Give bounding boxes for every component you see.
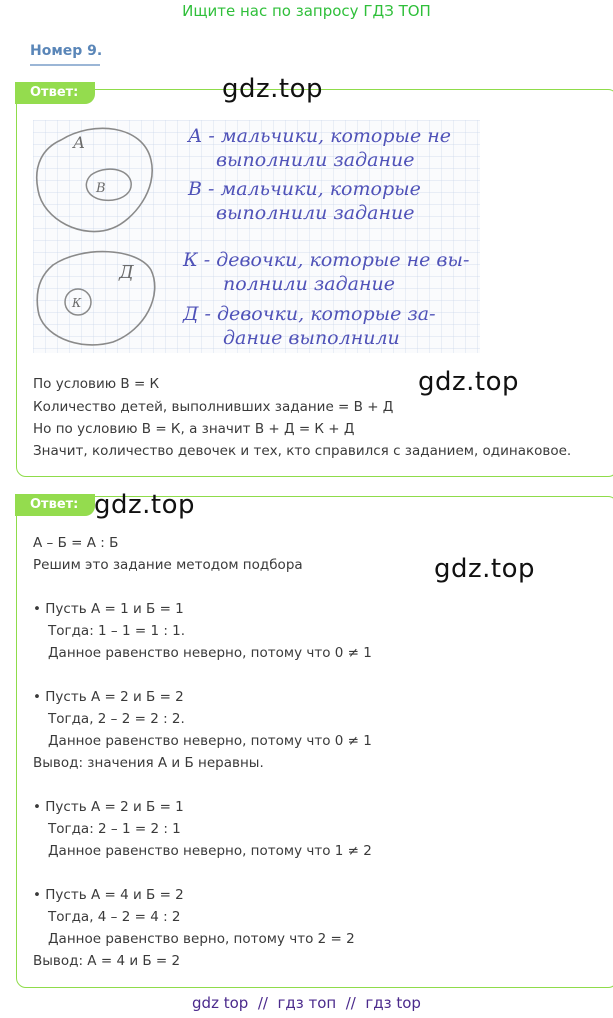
answer1-line-1: По условию В = К	[33, 376, 160, 392]
number-underline	[30, 64, 100, 66]
watermark-1: gdz.top	[222, 74, 324, 104]
case-3-head: • Пусть А = 2 и Б = 1	[33, 799, 184, 815]
answer1-line-4: Значит, количество девочек и тех, кто справился с заданием, одинаковое.	[33, 443, 572, 459]
bullet-icon: •	[33, 799, 41, 815]
case-3-result: Данное равенство неверно, потому что 1 ≠ 2	[48, 843, 372, 859]
case-1-result: Данное равенство неверно, потому что 0 ≠ 1	[48, 645, 372, 661]
handwritten-solution-image	[33, 120, 480, 353]
case-2-head: • Пусть А = 2 и Б = 2	[33, 689, 184, 705]
answer1-line-2: Количество детей, выполнивших задание = В + Д	[33, 399, 394, 415]
label-a: А	[73, 133, 86, 152]
label-d: Д	[119, 262, 134, 283]
footer-links[interactable]: gdz top // гдз топ // гдз top	[192, 994, 421, 1012]
watermark-2: gdz.top	[418, 367, 520, 397]
case-4-head: • Пусть А = 4 и Б = 2	[33, 887, 184, 903]
handwriting-line-6: полнили задание	[223, 273, 395, 295]
label-b: В	[96, 181, 106, 196]
handwriting-line-4: выполнили задание	[216, 202, 415, 224]
case-2-then: Тогда, 2 – 2 = 2 : 2.	[48, 711, 185, 727]
case-2-result: Данное равенство неверно, потому что 0 ≠ 1	[48, 733, 372, 749]
case-4-conclusion: Вывод: А = 4 и Б = 2	[33, 953, 181, 969]
watermark-3: gdz.top	[94, 490, 196, 520]
handwriting-line-8: дание выполнили	[223, 327, 400, 349]
case-4-result: Данное равенство верно, потому что 2 = 2	[48, 931, 355, 947]
method-intro: Решим это задание методом подбора	[33, 557, 303, 573]
answer-label-2: Ответ:	[15, 494, 95, 516]
search-banner: Ищите нас по запросу ГДЗ ТОП	[182, 2, 431, 20]
bullet-icon: •	[33, 887, 41, 903]
case-1-then: Тогда: 1 – 1 = 1 : 1.	[48, 623, 186, 639]
handwriting-line-1: А - мальчики, которые не	[188, 125, 452, 147]
exercise-number[interactable]: Номер 9.	[30, 43, 103, 59]
equation: А – Б = А : Б	[33, 535, 119, 551]
case-4-then: Тогда, 4 – 2 = 4 : 2	[48, 909, 181, 925]
bullet-icon: •	[33, 689, 41, 705]
handwriting-line-5: К - девочки, которые не вы-	[183, 249, 470, 271]
case-3-then: Тогда: 2 – 1 = 2 : 1	[48, 821, 181, 837]
case-1-head: • Пусть А = 1 и Б = 1	[33, 601, 184, 617]
case-2-conclusion: Вывод: значения А и Б неравны.	[33, 755, 264, 771]
watermark-4: gdz.top	[434, 554, 536, 584]
answer-label-1: Ответ:	[15, 82, 95, 104]
handwriting-line-7: Д - девочки, которые за-	[183, 303, 436, 325]
handwriting-line-3: В - мальчики, которые	[188, 178, 421, 200]
label-k: К	[72, 296, 82, 310]
answer1-line-3: Но по условию В = К, а значит В + Д = К + Д	[33, 421, 355, 437]
bullet-icon: •	[33, 601, 41, 617]
handwriting-line-2: выполнили задание	[216, 149, 415, 171]
